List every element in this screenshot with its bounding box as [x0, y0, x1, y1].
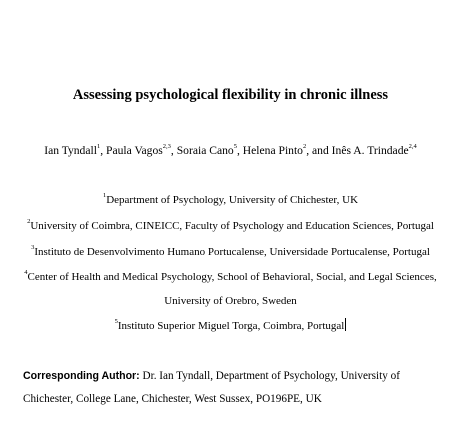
corresponding-author-text: Dr. Ian Tyndall, Department of Psychology, University of: [142, 370, 400, 382]
paper-title: Assessing psychological flexibility in chronic illness: [72, 87, 389, 103]
author-affiliation-mark: 2: [302, 143, 307, 151]
author-separator: ,: [100, 144, 106, 157]
author-affiliation-mark: 5: [233, 143, 237, 151]
affiliation-text: Department of Psychology, University of Chichester, UK: [106, 194, 359, 206]
author-affiliation-mark: 1: [96, 143, 101, 151]
corresponding-author-line-2: [23, 392, 322, 406]
corresponding-author-label: Corresponding Author:: [23, 370, 140, 382]
author-list: [0, 143, 461, 158]
affiliation-mark: 3: [31, 244, 35, 252]
author-name: Soraia Cano: [176, 144, 234, 157]
author-name: Ian Tyndall: [44, 144, 97, 157]
affiliation-mark: 4: [24, 269, 28, 277]
corresponding-author-address: Chichester, College Lane, Chichester, West Sussex, PO196PE, UK: [23, 393, 322, 405]
author-separator: ,: [236, 144, 243, 157]
affiliation-text: Center of Health and Medical Psychology, School of Behavioral, Social, and Legal Sciences,: [27, 271, 437, 283]
affiliation-line: [0, 270, 461, 284]
text-cursor[interactable]: [345, 318, 346, 331]
affiliation-text: Instituto Superior Miguel Torga, Coimbra, Portugal: [117, 320, 345, 332]
affiliation-text: University of Orebro, Sweden: [164, 295, 297, 307]
author-affiliation-mark: 2,4: [408, 143, 417, 151]
affiliation-mark: 2: [27, 218, 31, 226]
affiliation-line: [0, 193, 461, 207]
affiliation-line: [0, 318, 461, 333]
affiliation-line: [0, 245, 461, 259]
author-separator: , and: [306, 144, 332, 157]
author-name: Helena Pinto: [242, 144, 303, 157]
author-name: Paula Vagos: [106, 144, 163, 157]
corresponding-author-line-1: [23, 369, 400, 383]
affiliation-text: Instituto de Desenvolvimento Humano Portucalense, Universidade Portucalense, Portugal: [34, 246, 430, 258]
affiliation-mark: 5: [114, 318, 118, 326]
author-name: Inês A. Trindade: [331, 144, 409, 157]
affiliation-line: [0, 294, 461, 308]
affiliation-text: University of Coimbra, CINEICC, Faculty of Psychology and Education Sciences, Portugal: [30, 220, 434, 232]
affiliation-mark: 1: [102, 192, 107, 200]
affiliation-line: [0, 219, 461, 233]
author-separator: ,: [170, 144, 177, 157]
author-affiliation-mark: 2,3: [162, 143, 171, 151]
